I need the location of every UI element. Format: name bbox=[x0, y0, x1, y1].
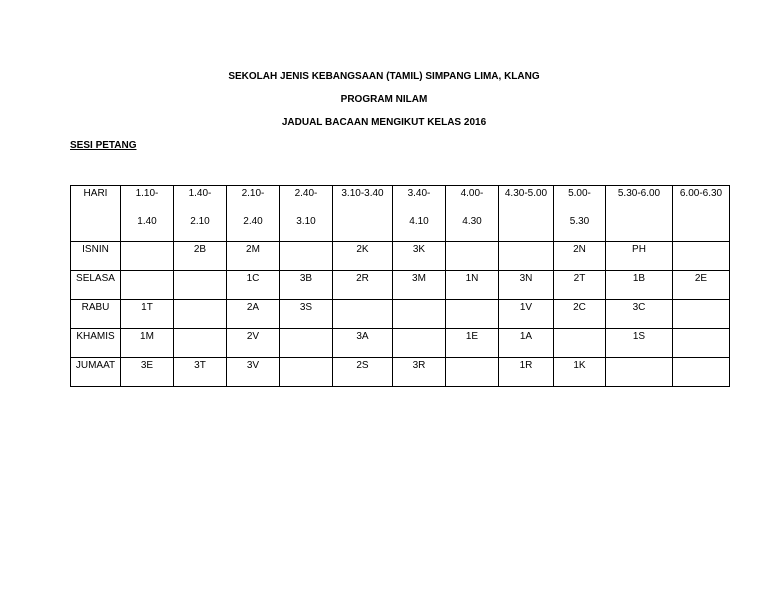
class-cell: 2V bbox=[227, 329, 280, 358]
table-row bbox=[71, 300, 730, 329]
time-slot-header bbox=[554, 186, 606, 242]
class-cell: 3A bbox=[333, 329, 393, 358]
time-slot-start: 3.40- bbox=[407, 188, 431, 199]
time-slot-start: 5.00- bbox=[568, 188, 591, 199]
class-cell: 2S bbox=[333, 358, 393, 387]
time-slot-end: 3.10 bbox=[296, 216, 316, 227]
reading-schedule-table bbox=[70, 185, 730, 387]
header-row bbox=[71, 186, 730, 242]
time-slot-end: 5.30 bbox=[569, 216, 590, 227]
class-cell: 1A bbox=[499, 329, 554, 358]
time-slot-end: 4.30 bbox=[462, 216, 482, 227]
class-cell: 1V bbox=[499, 300, 554, 329]
time-slot-header bbox=[673, 186, 730, 242]
table-row bbox=[71, 242, 730, 271]
time-slot-header bbox=[333, 186, 393, 242]
class-cell: 1C bbox=[227, 271, 280, 300]
time-slot-end: 2.40 bbox=[243, 216, 263, 227]
class-cell: 3R bbox=[393, 358, 446, 387]
class-cell bbox=[673, 358, 730, 387]
school-name-heading: SEKOLAH JENIS KEBANGSAAN (TAMIL) SIMPANG LIMA, KLANG bbox=[228, 71, 540, 82]
class-cell: 2A bbox=[227, 300, 280, 329]
class-cell: 3B bbox=[280, 271, 333, 300]
class-cell: 3V bbox=[227, 358, 280, 387]
class-cell: 3C bbox=[606, 300, 673, 329]
time-slot-start: 4.30-5.00 bbox=[504, 188, 548, 199]
day-cell: RABU bbox=[71, 300, 121, 329]
day-cell: ISNIN bbox=[71, 242, 121, 271]
class-cell bbox=[606, 358, 673, 387]
class-cell bbox=[333, 300, 393, 329]
time-slot-end: 1.40 bbox=[137, 216, 157, 227]
class-cell bbox=[499, 242, 554, 271]
time-slot-start: 2.10- bbox=[241, 188, 265, 199]
class-cell bbox=[280, 329, 333, 358]
class-cell bbox=[554, 329, 606, 358]
class-cell bbox=[280, 242, 333, 271]
class-cell: 1R bbox=[499, 358, 554, 387]
day-cell: JUMAAT bbox=[71, 358, 121, 387]
time-slot-header bbox=[121, 186, 174, 242]
time-slot-end: 2.10 bbox=[190, 216, 210, 227]
time-slot-start: 5.30-6.00 bbox=[617, 188, 661, 199]
class-cell bbox=[446, 300, 499, 329]
time-slot-header bbox=[446, 186, 499, 242]
time-slot-header bbox=[606, 186, 673, 242]
class-cell: 1E bbox=[446, 329, 499, 358]
time-slot-end: 4.10 bbox=[409, 216, 429, 227]
class-cell bbox=[121, 242, 174, 271]
class-cell: 3S bbox=[280, 300, 333, 329]
class-cell: 3T bbox=[174, 358, 227, 387]
class-cell bbox=[121, 271, 174, 300]
class-cell bbox=[673, 242, 730, 271]
time-slot-start: 6.00-6.30 bbox=[679, 188, 723, 199]
class-cell bbox=[393, 329, 446, 358]
class-cell bbox=[446, 358, 499, 387]
time-slot-header bbox=[393, 186, 446, 242]
table-row bbox=[71, 329, 730, 358]
class-cell bbox=[393, 300, 446, 329]
class-cell: 3K bbox=[393, 242, 446, 271]
class-cell: 1K bbox=[554, 358, 606, 387]
program-heading: PROGRAM NILAM bbox=[340, 94, 428, 105]
time-slot-header bbox=[227, 186, 280, 242]
class-cell: 2N bbox=[554, 242, 606, 271]
table-row bbox=[71, 358, 730, 387]
class-cell: 1M bbox=[121, 329, 174, 358]
class-cell: 2B bbox=[174, 242, 227, 271]
day-cell: SELASA bbox=[71, 271, 121, 300]
time-slot-start: 2.40- bbox=[294, 188, 318, 199]
class-cell: 3M bbox=[393, 271, 446, 300]
class-cell: 1B bbox=[606, 271, 673, 300]
class-cell: 1T bbox=[121, 300, 174, 329]
class-cell bbox=[174, 329, 227, 358]
class-cell bbox=[673, 300, 730, 329]
time-slot-header bbox=[499, 186, 554, 242]
class-cell bbox=[174, 300, 227, 329]
schedule-title-heading: JADUAL BACAAN MENGIKUT KELAS 2016 bbox=[281, 117, 487, 128]
class-cell: 3E bbox=[121, 358, 174, 387]
class-cell: 1S bbox=[606, 329, 673, 358]
schedule-table-body bbox=[71, 186, 730, 387]
class-cell: 2E bbox=[673, 271, 730, 300]
class-cell: 2K bbox=[333, 242, 393, 271]
class-cell bbox=[280, 358, 333, 387]
class-cell: 2T bbox=[554, 271, 606, 300]
time-slot-header bbox=[280, 186, 333, 242]
table-row bbox=[71, 271, 730, 300]
time-slot-header bbox=[174, 186, 227, 242]
day-cell: KHAMIS bbox=[71, 329, 121, 358]
class-cell: 2M bbox=[227, 242, 280, 271]
class-cell bbox=[673, 329, 730, 358]
day-column-header: HARI bbox=[71, 186, 121, 242]
class-cell: 1N bbox=[446, 271, 499, 300]
class-cell: 3N bbox=[499, 271, 554, 300]
time-slot-start: 1.40- bbox=[188, 188, 212, 199]
class-cell: 2R bbox=[333, 271, 393, 300]
time-slot-start: 1.10- bbox=[135, 188, 159, 199]
class-cell bbox=[446, 242, 499, 271]
section-title: SESI PETANG bbox=[70, 140, 137, 151]
class-cell: PH bbox=[606, 242, 673, 271]
time-slot-start: 3.10-3.40 bbox=[341, 188, 384, 199]
class-cell bbox=[174, 271, 227, 300]
time-slot-start: 4.00- bbox=[460, 188, 484, 199]
class-cell: 2C bbox=[554, 300, 606, 329]
